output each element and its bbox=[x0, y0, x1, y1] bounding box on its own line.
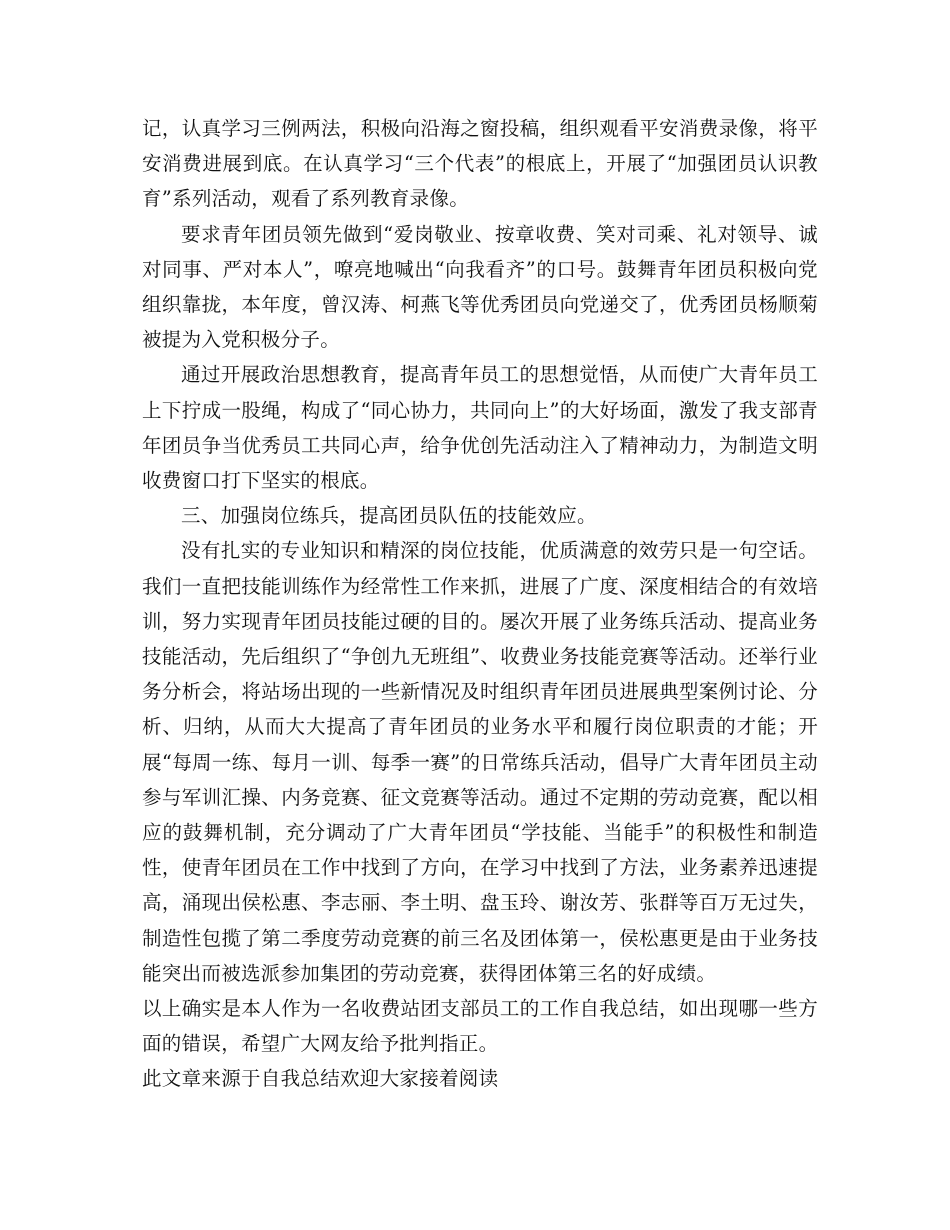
paragraph-political-education: 通过开展政治思想教育，提高青年员工的思想觉悟，从而使广大青年员工上下拧成一股绳，构成了“同心协力，共同向上”的大好场面，激发了我支部青年团员争当优秀员工共同心声，给争优创先活动注入了精神动力，为制造文明收费窗口打下坚实的根底。 bbox=[142, 363, 818, 493]
section-heading-three: 三、加强岗位练兵，提高团员队伍的技能效应。 bbox=[181, 504, 597, 528]
paragraph-source-note: 此文章来源于自我总结欢迎大家接着阅读 bbox=[142, 1067, 499, 1091]
document-body bbox=[142, 111, 818, 1097]
paragraph-continuation: 记，认真学习三例两法，积极向沿海之窗投稿，组织观看平安消费录像，将平安消费进展到底。在认真学习“三个代表”的根底上，开展了“加强团员认识教育”系列活动，观看了系列教育录像。 bbox=[142, 117, 818, 211]
paragraph-skills-training: 没有扎实的专业知识和精深的岗位技能，优质满意的效劳只是一句空话。我们一直把技能训练作为经常性工作来抓，进展了广度、深度相结合的有效培训，努力实现青年团员技能过硬的目的。屡次开展了业务练兵活动、提高业务技能活动，先后组织了“争创九无班组”、收费业务技能竞赛等活动。还举行业务分析会，将站场出现的一些新情况及时组织青年团员进展典型案例讨论、分析、归纳，从而大大提高了青年团员的业务水平和履行岗位职责的才能；开展“每周一练、每月一训、每季一赛”的日常练兵活动，倡导广大青年团员主动参与军训汇操、内务竞赛、征文竞赛等活动。通过不定期的劳动竞赛，配以相应的鼓舞机制，充分调动了广大青年团员“学技能、当能手”的积极性和制造性，使青年团员在工作中找到了方向，在学习中找到了方法，业务素养迅速提高，涌现出侯松惠、李志丽、李土明、盘玉玲、谢汝芳、张群等百万无过失，制造性包揽了第二季度劳动竞赛的前三名及团体第一，侯松惠更是由于业务技能突出而被选派参加集团的劳动竞赛，获得团体第三名的好成绩。 bbox=[142, 539, 818, 985]
paragraph-summary: 以上确实是本人作为一名收费站团支部员工的工作自我总结，如出现哪一些方面的错误，希望广大网友给予批判指正。 bbox=[142, 997, 818, 1056]
paragraph-requirements: 要求青年团员领先做到“爱岗敬业、按章收费、笑对司乘、礼对领导、诚对同事、严对本人”，嘹亮地喊出“向我看齐”的口号。鼓舞青年团员积极向党组织靠拢，本年度，曾汉涛、柯燕飞等优秀团员向党递交了，优秀团员杨顺菊被提为入党积极分子。 bbox=[142, 222, 818, 352]
